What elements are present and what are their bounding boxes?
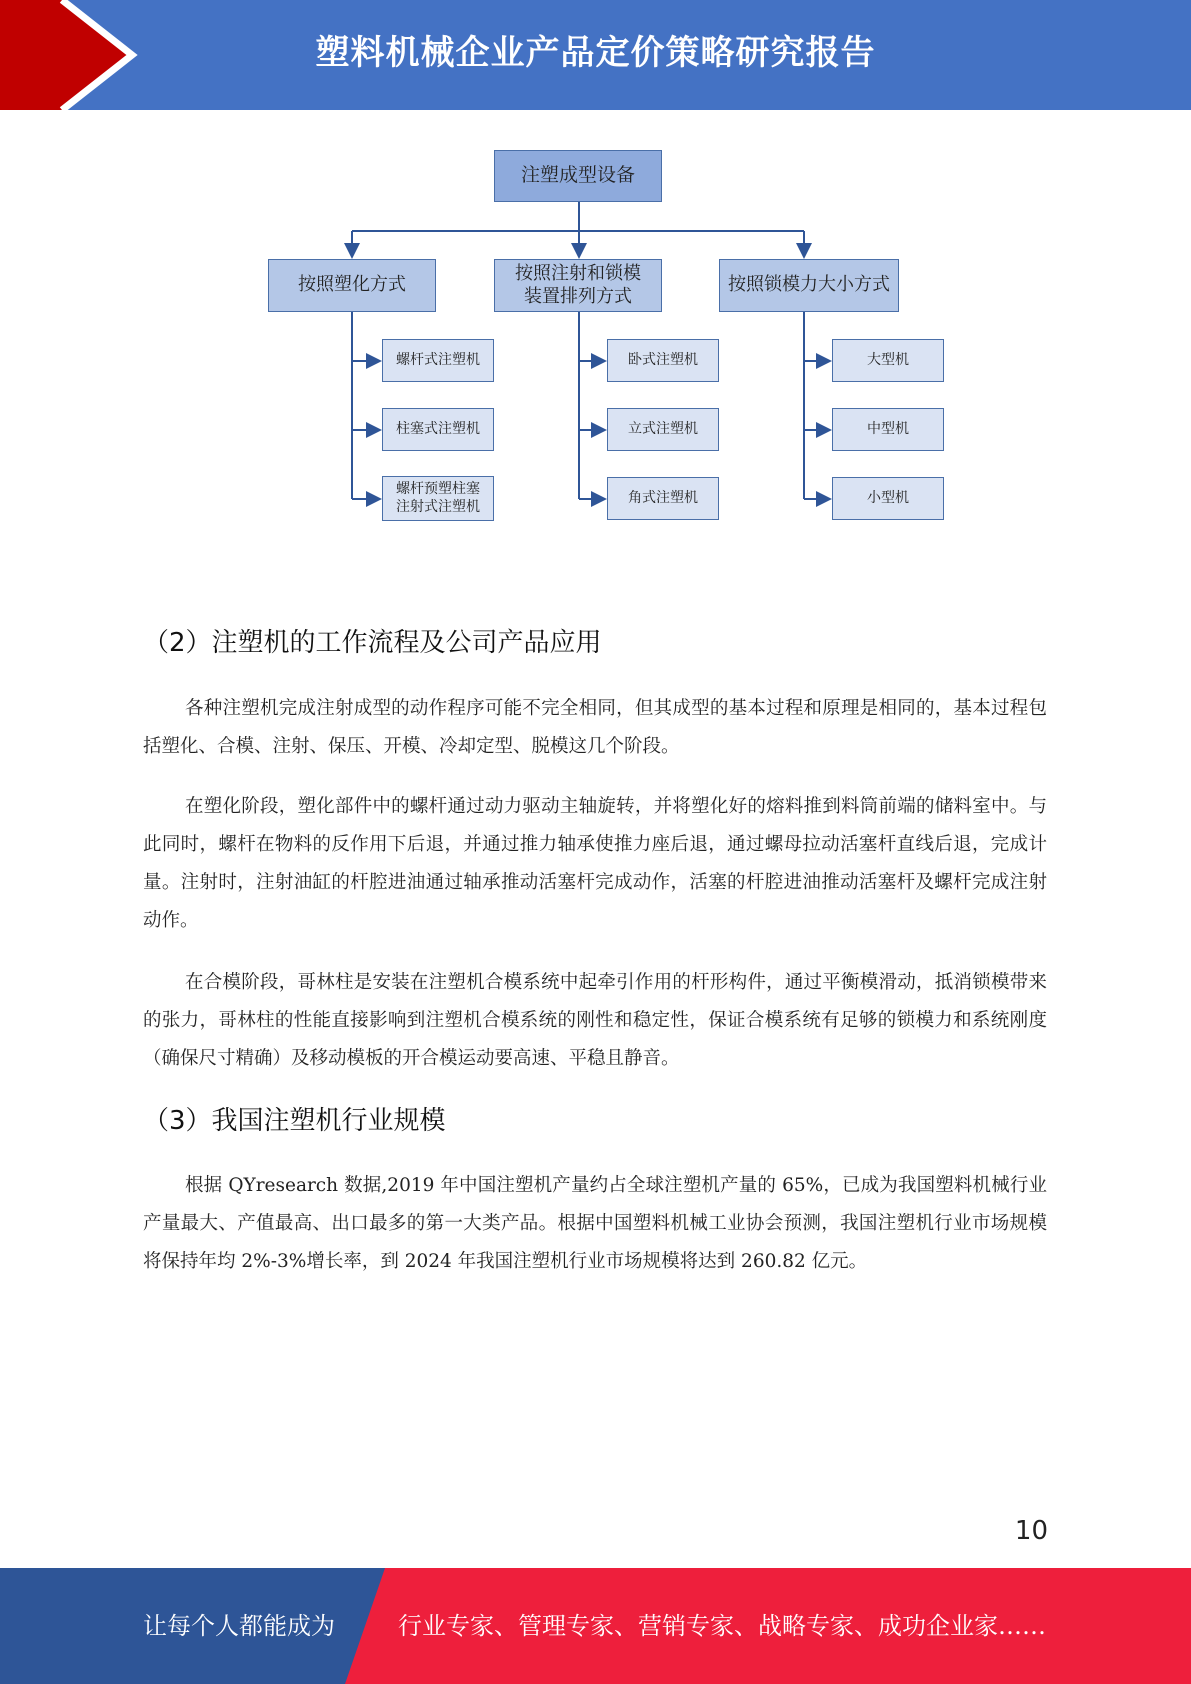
- page-footer: [0, 1568, 1191, 1684]
- leaf-node: 中型机: [832, 408, 944, 451]
- body-paragraph: 根据 QYresearch 数据,2019 年中国注塑机产量约占全球注塑机产量的 65%，已成为我国塑料机械行业产量最大、产值最高、出口最多的第一大类产品。根据中国塑料机械工业协会预测，我国注塑机行业市场规模将保持年均 2%-3%增长率，到 2024 年我国注塑机行业市场规模将达到 260.82 亿元。: [143, 1175, 1047, 1272]
- leaf-node: 小型机: [832, 477, 944, 520]
- leaf-node: 角式注塑机: [607, 477, 719, 520]
- body-paragraph: 在合模阶段，哥林柱是安装在注塑机合模系统中起牵引作用的杆形构件，通过平衡模滑动，抵消锁模带来的张力，哥林柱的性能直接影响到注塑机合模系统的刚性和稳定性，保证合模系统有足够的锁模力和系统刚度（确保尺寸精确）及移动模板的开合模运动要高速、平稳且静音。: [143, 972, 1047, 1069]
- leaf-node: 卧式注塑机: [607, 339, 719, 382]
- report-title: 塑料机械企业产品定价策略研究报告: [315, 33, 876, 73]
- leaf-node: 立式注塑机: [607, 408, 719, 451]
- page-header: [0, 0, 1191, 110]
- page-number: 10: [1014, 1516, 1048, 1546]
- branch-node-clamping-force: 按照锁模力大小方式: [719, 259, 899, 312]
- classification-diagram: [0, 140, 1191, 540]
- leaf-node: 大型机: [832, 339, 944, 382]
- branch-node-plasticizing: 按照塑化方式: [268, 259, 436, 312]
- footer-slogan-right: 行业专家、管理专家、营销专家、战略专家、成功企业家……: [398, 1612, 1046, 1640]
- leaf-node: 柱塞式注塑机: [382, 408, 494, 451]
- body-paragraph: 各种注塑机完成注射成型的动作程序可能不完全相同，但其成型的基本过程和原理是相同的，基本过程包括塑化、合模、注射、保压、开模、冷却定型、脱模这几个阶段。: [143, 698, 1047, 757]
- diagram-root-node: 注塑成型设备: [494, 150, 662, 202]
- footer-slogan-left: 让每个人都能成为: [143, 1612, 335, 1640]
- body-paragraph: 在塑化阶段，塑化部件中的螺杆通过动力驱动主轴旋转，并将塑化好的熔料推到料筒前端的储料室中。与此同时，螺杆在物料的反作用下后退，并通过推力轴承使推力座后退，通过螺母拉动活塞杆直线后退，完成计量。注射时，注射油缸的杆腔进油通过轴承推动活塞杆完成动作，活塞的杆腔进油推动活塞杆及螺杆完成注射动作。: [143, 796, 1047, 931]
- leaf-node: 螺杆式注塑机: [382, 339, 494, 382]
- branch-node-arrangement: 按照注射和锁模装置排列方式: [494, 259, 662, 312]
- leaf-node: 螺杆预塑柱塞注射式注塑机: [382, 476, 494, 521]
- section-heading: （2）注塑机的工作流程及公司产品应用: [143, 628, 602, 658]
- section-heading: （3）我国注塑机行业规模: [143, 1106, 446, 1136]
